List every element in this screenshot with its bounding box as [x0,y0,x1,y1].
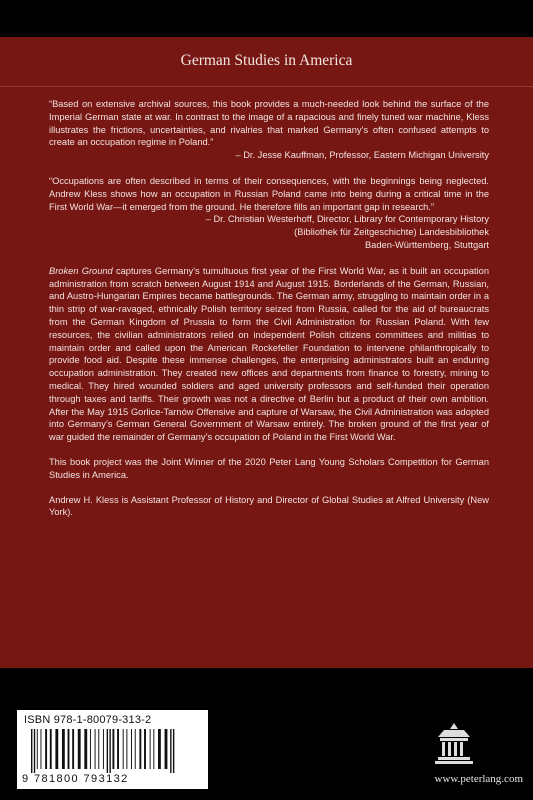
barcode-bar [78,729,81,769]
barcode-bar [95,729,96,769]
blurb-quote-2: “Occupations are often described in terms of their consequences, with the beginnings being neglected. Andrew Kless shows how an occupation in Russian Poland came into being during a critical time in the First World War—it emerged from the ground. He therefore fills an important gap in research.” [49,175,489,212]
barcode-bar [107,729,108,773]
barcode-bar [117,729,119,769]
barcode-bar [90,729,91,769]
isbn-label: ISBN 978-1-80079-313-2 [24,714,152,726]
blurb-attribution-2b: (Bibliothek für Zeitgeschichte) Landesbibliothek [294,227,489,238]
barcode-bar [123,729,124,769]
award-note: This book project was the Joint Winner of the 2020 Peter Lang Young Scholars Competition for German Studies in America. [49,456,489,480]
barcode-panel [17,710,208,789]
blurb-attribution-2c: Baden-Württemberg, Stuttgart [364,239,489,250]
barcode-bar [68,729,70,769]
series-title: German Studies in America [180,52,353,69]
barcode-bar [84,729,87,769]
author-bio-text: is Assistant Professor of History and Director of Global Studies at Alfred University (New York). [49,494,489,518]
book-description [49,265,489,444]
author-name: Andrew H. Kless [49,494,119,505]
barcode-bar [55,729,58,769]
barcode-bar [45,729,47,769]
barcode-bar [144,729,146,769]
barcode-digits: 9 781800 793132 [22,773,129,785]
barcode-bar [139,729,141,769]
barcode-bar [165,729,168,769]
description-body: captures Germany’s tumultuous first year of the First World War, as it built an occupation administration from scratch between August 1914 and August 1915. Borderlands of the German, Russian, and Austro-Hungarian Empires became battlegrounds. The German army, struggling to maintain order in a thin strip of war-ravaged, ethnically Polish territory seized from Russia, called for the aid of bureaucrats from the German Kingdom of Prussia to form the Civil Administration for Russian Poland. With few resources, the civilian administrators relied on independent Polish citizens committees and militias to maintain order and called upon the American Rockefeller Foundation to intervene philanthropically to provide food aid. Despite these immense challenges, the enterprising administrators built an enduring occupation administration. They created new offices and departments from finance to forestry, mining to medical. They hired wounded soldiers and aged university professors and self-funded their operation through taxes and tariffs. Their growth was not a directive of Berlin but a product of their own ambition. After the May 1915 Gorlice-Tarnów Offensive and capture of Warsaw, the Civil Administration was adopted into Germany’s German General Government of Warsaw entirely. The broken ground of the first year of war guided the remainder of Germany’s occupation of Poland in the First World War. [49,265,489,443]
author-bio [49,494,489,520]
blurb-attribution-2a: – Dr. Christian Westerhoff, Director, Library for Contemporary History [205,214,489,225]
barcode-bar [170,729,171,773]
barcode-bar [37,729,38,769]
barcode-bar [112,729,114,769]
barcode-bar [109,729,110,773]
barcode-bar [50,729,52,769]
barcode-bar [150,729,151,769]
peter-lang-logo-icon [432,720,476,766]
barcode-graphic [31,729,199,773]
barcode-bar [72,729,74,769]
barcode-bar [153,729,154,769]
barcode-bar [135,729,136,769]
barcode-bar [34,729,35,773]
divider-rule [0,86,533,87]
barcode-bar [31,729,32,773]
barcode-bar [173,729,174,773]
barcode-bar [62,729,65,769]
top-black-band [0,0,533,37]
barcode-bar [131,729,132,769]
book-title: Broken Ground [49,265,113,276]
blurb-quote-1: “Based on extensive archival sources, this book provides a much-needed look behind the surface of the Imperial German state at war. In contrast to the image of a rapacious and finely tuned war machine, Kless illustrates the frictions, uncertainties, and rivalries that marked Germany’s often confused attempts to create an occupation regime in Poland.” [49,99,489,148]
barcode-bar [98,729,99,769]
barcode-bar [158,729,161,769]
publisher-url: www.peterlang.com [434,773,523,785]
barcode-bar [103,729,104,769]
cover-text-block [49,98,489,519]
barcode-bar [126,729,127,769]
barcode-bar [41,729,42,769]
blurb-attribution-1: – Dr. Jesse Kauffman, Professor, Eastern Michigan University [235,150,489,161]
